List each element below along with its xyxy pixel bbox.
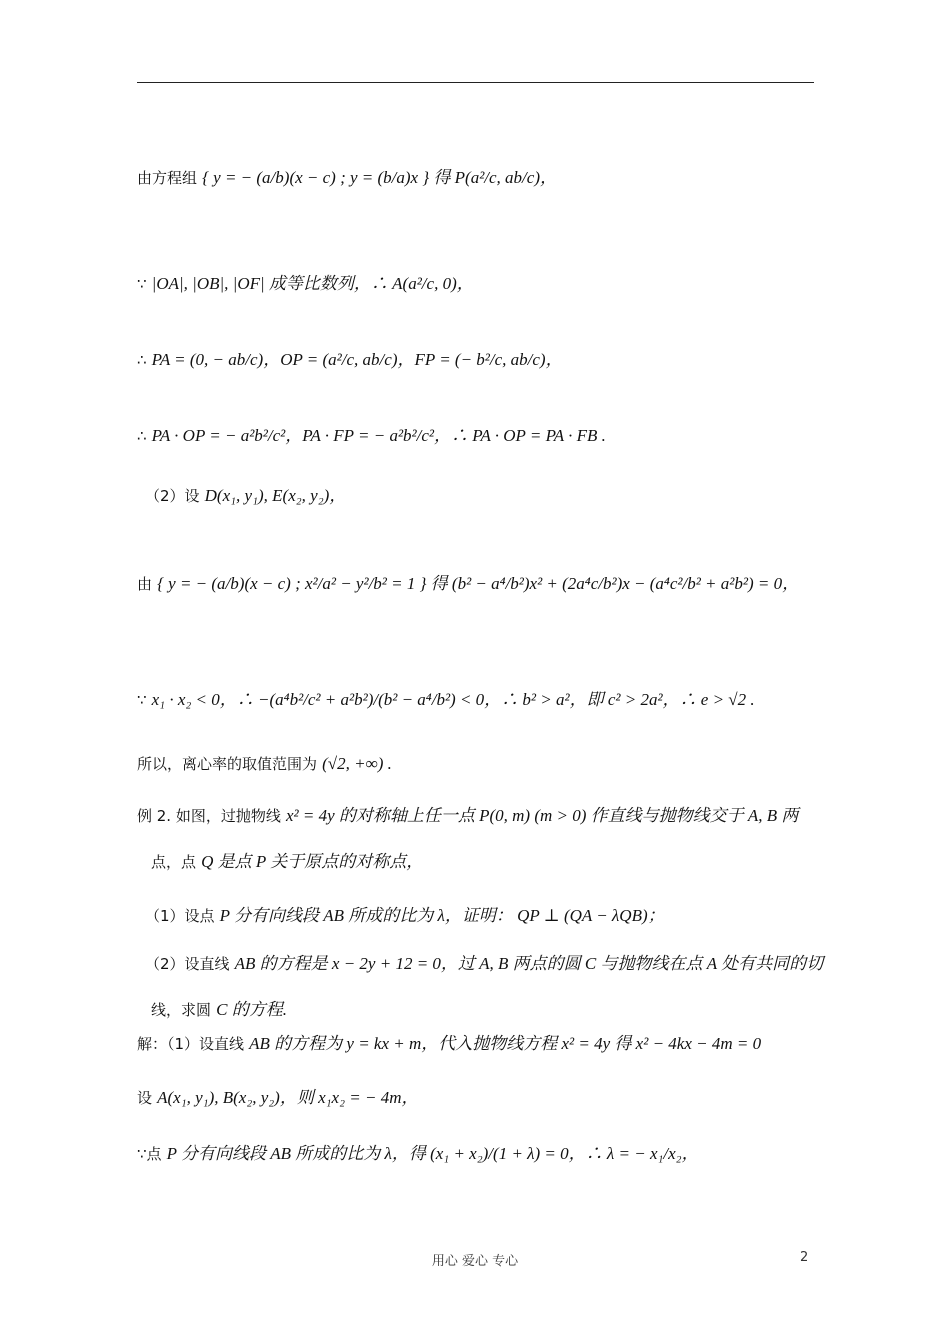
text-line: ∵ x₁ · x₂ < 0，∴ −(a⁴b²/c² + a²b²)/(b² − a⁴/b²) < 0，∴ b² > a²，即 c² > 2a²，∴ e > √2 . [137,690,755,709]
text-line: 由方程组 { y = − (a/b)(x − c) ; y = (b/a)x } 得 P(a²/c, ab/c)， [137,168,557,187]
text-line: 解：（1）设直线 AB 的方程为 y = kx + m，代入抛物线方程 x² = 4y 得 x² − 4kx − 4m = 0 [137,1034,762,1053]
text-line: 点，点 Q 是点 P 关于原点的对称点， [151,852,424,871]
text-line: （2）设 D(x₁, y₁), E(x₂, y₂)， [145,486,347,505]
text-line: 例 2. 如图，过抛物线 x² = 4y 的对称轴上任一点 P(0, m) (m > 0) 作直线与抛物线交于 A, B 两 [137,806,799,825]
text-line: ∵点 P 分有向线段 AB 所成的比为 λ，得 (x₁ + x₂)/(1 + λ) = 0，∴ λ = − x₁/x₂， [137,1144,699,1163]
text-line: 设 A(x₁, y₁), B(x₂, y₂)，则 x₁x₂ = − 4m， [137,1088,419,1107]
text-line: ∴ PA = (0, − ab/c)，OP = (a²/c, ab/c)，FP = (− b²/c, ab/c)， [137,350,563,369]
text-line: 线，求圆 C 的方程. [151,1000,287,1019]
text-line: 由 { y = − (a/b)(x − c) ; x²/a² − y²/b² = 1 } 得 (b² − a⁴/b²)x² + (2a⁴c/b²)x − (a⁴c²/b² + a²b²) = 0， [137,574,800,593]
header-rule [137,82,814,83]
page-number: 2 [800,1250,809,1265]
text-line: ∵ |OA|, |OB|, |OF| 成等比数列，∴ A(a²/c, 0)， [137,274,474,293]
footer-text: 用心 爱心 专心 [431,1254,519,1269]
text-line: （1）设点 P 分有向线段 AB 所成的比为 λ，证明： QP ⊥ (QA − λQB)； [145,906,665,925]
text-line: ∴ PA · OP = − a²b²/c²，PA · FP = − a²b²/c²，∴ PA · OP = PA · FB . [137,426,606,445]
text-line: （2）设直线 AB 的方程是 x − 2y + 12 = 0，过 A, B 两点的圆 C 与抛物线在点 A 处有共同的切 [145,954,824,973]
text-line: 所以，离心率的取值范围为 (√2, +∞) . [137,754,392,773]
